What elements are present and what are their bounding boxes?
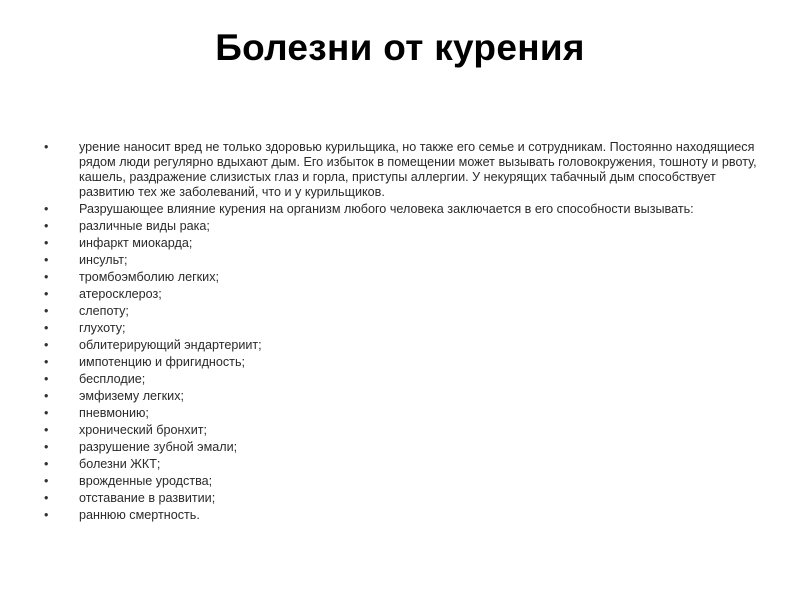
bullet-icon: • (44, 338, 49, 352)
bullet-icon: • (44, 440, 49, 454)
bullet-icon: • (44, 304, 49, 318)
bullet-icon: • (44, 219, 49, 233)
slide-title: Болезни от курения (215, 27, 585, 68)
bullet-text: Разрушающее влияние курения на организм любого человека заключается в его способности вызывать: (79, 202, 694, 216)
bullet-text: слепоту; (79, 304, 129, 318)
bullet-text: облитерирующий эндартериит; (79, 338, 262, 352)
bullet-text: разрушение зубной эмали; (79, 440, 238, 454)
bullet-item-pneumonia (44, 406, 764, 421)
bullet-text: инфаркт миокарда; (79, 236, 193, 250)
bullet-item-endarteritis (44, 338, 764, 353)
bullet-text: импотенцию и фригидность; (79, 355, 246, 369)
bullet-icon: • (44, 355, 49, 369)
bullet-text: инсульт; (79, 253, 128, 267)
bullet-icon: • (44, 372, 49, 386)
bullet-text: урение наносит вред не только здоровью курильщика, но также его семье и сотрудникам. Постоянно находящиеся рядом люди регулярно вдыхают дым. Его избыток в помещении может вызывать головокружения, тошноту и рвоту, кашель, раздражение слизистых глаз и горла, приступы аллергии. У некурящих табачный дым способствует развитию тех же заболеваний, что и у курильщиков. (79, 140, 757, 199)
bullet-item-infertility (44, 372, 764, 387)
bullet-item-deafness (44, 321, 764, 336)
bullet-list (44, 140, 764, 525)
bullet-icon: • (44, 253, 49, 267)
bullet-text: различные виды рака; (79, 219, 210, 233)
bullet-text: тромбоэмболию легких; (79, 270, 220, 284)
bullet-icon: • (44, 321, 49, 335)
bullet-icon: • (44, 140, 49, 154)
bullet-text: глухоту; (79, 321, 126, 335)
bullet-item-bronchitis (44, 423, 764, 438)
bullet-item-effects (44, 202, 764, 217)
bullet-item-infarction (44, 236, 764, 251)
bullet-text: пневмонию; (79, 406, 149, 420)
bullet-item-gastro (44, 457, 764, 472)
bullet-item-mortality (44, 508, 764, 523)
bullet-icon: • (44, 287, 49, 301)
bullet-text: эмфизему легких; (79, 389, 184, 403)
bullet-icon: • (44, 236, 49, 250)
bullet-text: атеросклероз; (79, 287, 162, 301)
bullet-icon: • (44, 423, 49, 437)
bullet-text: отставание в развитии; (79, 491, 216, 505)
bullet-icon: • (44, 202, 49, 216)
bullet-icon: • (44, 406, 49, 420)
bullet-item-emphysema (44, 389, 764, 404)
bullet-item-impotence (44, 355, 764, 370)
bullet-icon: • (44, 457, 49, 471)
bullet-icon: • (44, 508, 49, 522)
bullet-text: врожденные уродства; (79, 474, 213, 488)
bullet-icon: • (44, 270, 49, 284)
bullet-item-embolism (44, 270, 764, 285)
bullet-text: болезни ЖКТ; (79, 457, 161, 471)
bullet-item-intro (44, 140, 764, 200)
bullet-icon: • (44, 389, 49, 403)
bullet-text: бесплодие; (79, 372, 146, 386)
bullet-item-stroke (44, 253, 764, 268)
bullet-item-deformities (44, 474, 764, 489)
bullet-item-development (44, 491, 764, 506)
bullet-item-blindness (44, 304, 764, 319)
bullet-item-atherosclerosis (44, 287, 764, 302)
bullet-item-cancer (44, 219, 764, 234)
bullet-item-enamel (44, 440, 764, 455)
bullet-text: хронический бронхит; (79, 423, 208, 437)
bullet-icon: • (44, 474, 49, 488)
bullet-icon: • (44, 491, 49, 505)
bullet-text: раннюю смертность. (79, 508, 200, 522)
